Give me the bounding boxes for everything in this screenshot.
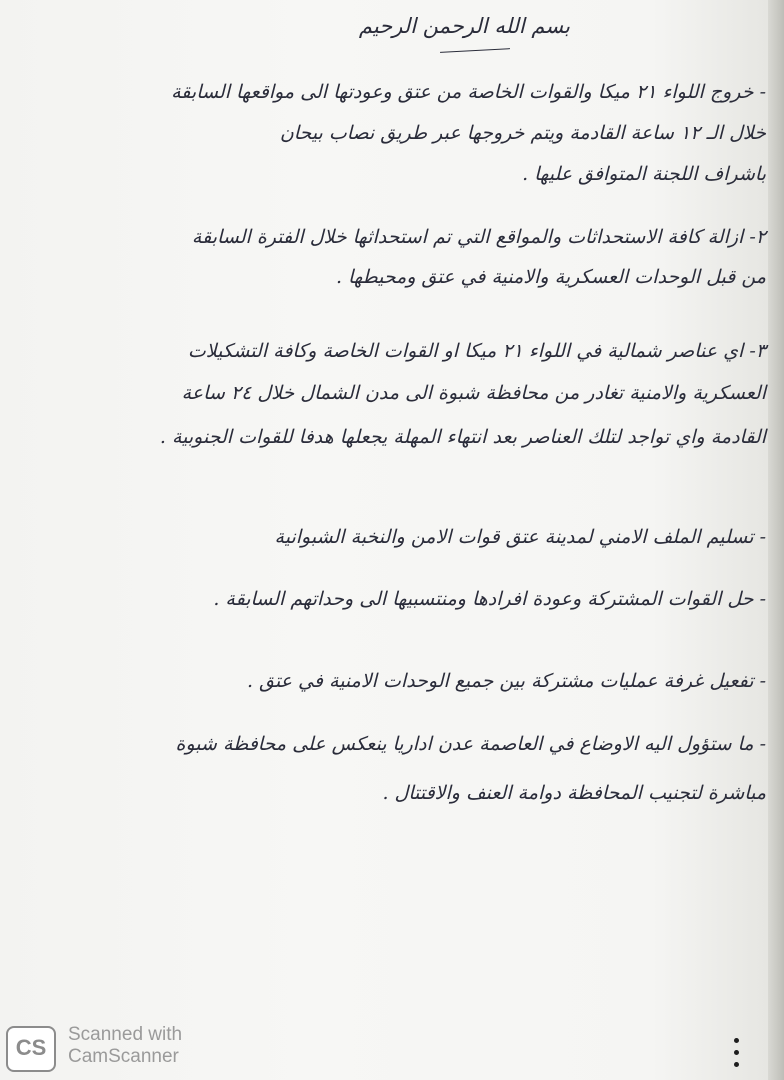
item-3-line-1: ٣- اي عناصر شمالية في اللواء ٢١ ميكا او القوات الخاصة وكافة التشكيلات	[187, 340, 766, 362]
item-6-line: - تفعيل غرفة عمليات مشتركة بين جميع الوحدات الامنية في عتق .	[247, 670, 766, 692]
item-4-line: - تسليم الملف الامني لمدينة عتق قوات الامن والنخبة الشبوانية	[274, 526, 766, 548]
camscanner-watermark	[6, 1024, 216, 1074]
item-1-line-3: باشراف اللجنة المتوافق عليها .	[522, 163, 766, 185]
watermark-line-2: CamScanner	[68, 1046, 179, 1067]
watermark-text	[68, 1024, 182, 1068]
binder-dots	[734, 1038, 742, 1078]
dot	[734, 1038, 739, 1043]
item-5-line: - حل القوات المشتركة وعودة افرادها ومنتسبيها الى وحداتهم السابقة .	[213, 588, 766, 610]
item-3-line-3: القادمة واي تواجد لتلك العناصر بعد انتهاء المهلة يجعلها هدفا للقوات الجنوبية .	[159, 426, 766, 448]
item-1-line-2: خلال الـ ١٢ ساعة القادمة ويتم خروجها عبر طريق نصاب بيحان	[279, 122, 766, 144]
item-1-line-1: - خروج اللواء ٢١ ميكا والقوات الخاصة من عتق وعودتها الى مواقعها السابقة	[171, 81, 766, 103]
dot	[734, 1062, 739, 1067]
camscanner-logo: CS	[6, 1026, 56, 1072]
basmala-heading: بسم الله الرحمن الرحيم	[358, 14, 570, 38]
page-edge-shadow	[768, 0, 784, 1080]
item-7-line-1: - ما ستؤول اليه الاوضاع في العاصمة عدن اداريا ينعكس على محافظة شبوة	[175, 733, 766, 755]
item-2-line-1: ٢- ازالة كافة الاستحداثات والمواقع التي تم استحداثها خلال الفترة السابقة	[191, 226, 766, 248]
item-7-line-2: مباشرة لتجنيب المحافظة دوامة العنف والاقتتال .	[382, 782, 766, 804]
item-3-line-2: العسكرية والامنية تغادر من محافظة شبوة الى مدن الشمال خلال ٢٤ ساعة	[181, 382, 766, 404]
item-2-line-2: من قبل الوحدات العسكرية والامنية في عتق ومحيطها .	[335, 266, 766, 288]
dot	[734, 1050, 739, 1055]
watermark-line-1: Scanned with	[68, 1024, 183, 1045]
